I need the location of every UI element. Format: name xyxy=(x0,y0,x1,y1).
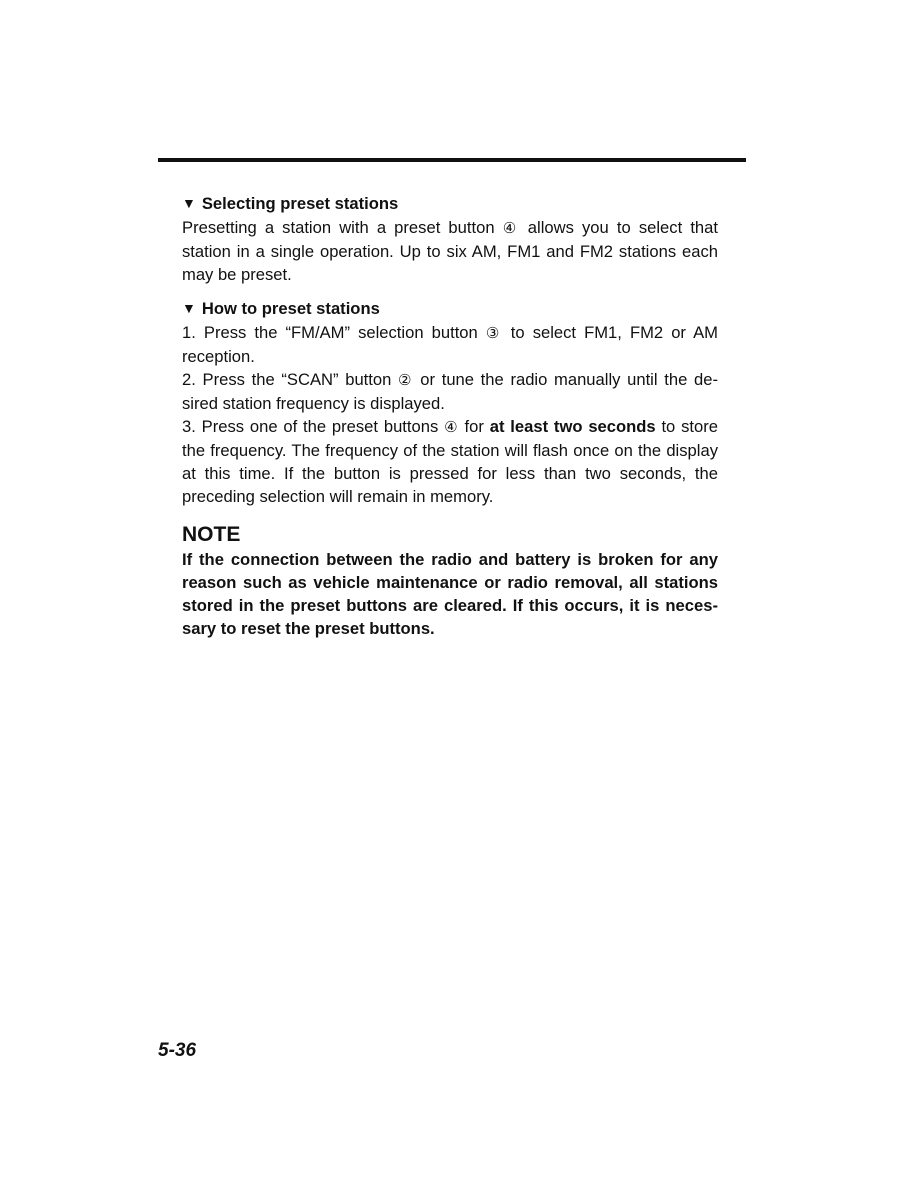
step-text: 2. Press the “SCAN” button xyxy=(182,370,399,389)
top-rule xyxy=(158,158,746,162)
step-text: for xyxy=(458,417,490,436)
circled-four-icon: ④ xyxy=(502,219,520,237)
paragraph-text: Presetting a station with a preset button xyxy=(182,218,503,237)
section-heading-text: How to preset stations xyxy=(201,299,380,318)
step-text: to select FM1, FM2 or AM reception. xyxy=(182,323,718,366)
circled-two-icon: ② xyxy=(398,371,414,389)
step-text: 1. Press the “FM/AM” selection button xyxy=(182,323,486,342)
paragraph-text: allows you to select that station in a single operation. Up to six AM, FM1 and FM2 stations each may be preset. xyxy=(182,218,718,284)
page-number: 5-36 xyxy=(158,1040,197,1061)
triangle-marker-icon: ▼ xyxy=(182,300,196,316)
triangle-marker-icon: ▼ xyxy=(182,195,196,211)
section-heading-how-to-preset xyxy=(182,297,718,321)
step-2 xyxy=(182,368,718,415)
circled-three-icon: ③ xyxy=(485,324,503,342)
note-title: NOTE xyxy=(182,523,241,546)
step-1 xyxy=(182,321,718,368)
step-text: to store the frequency. The frequency of the station will flash once on the display at this time. If the button is pressed for less than two seconds, the preceding selection will remain in memory. xyxy=(182,417,718,506)
note-body: If the connection between the radio and battery is broken for any reason such as vehicle maintenance or radio removal, all stations stored in the preset buttons are cleared. If this occurs, it is neces-sary to reset the preset buttons. xyxy=(182,550,718,638)
section-heading-text: Selecting preset stations xyxy=(201,194,399,213)
step-text: 3. Press one of the preset buttons xyxy=(182,417,445,436)
section-heading-selecting-preset xyxy=(182,192,718,216)
selecting-preset-paragraph xyxy=(182,216,718,286)
step-emphasis: at least two seconds xyxy=(489,417,656,436)
step-text: or tune the radio manually until the de-sired station frequency is displayed. xyxy=(182,370,718,413)
step-3 xyxy=(182,415,718,508)
page-content xyxy=(182,192,718,640)
circled-four-icon: ④ xyxy=(444,418,459,436)
